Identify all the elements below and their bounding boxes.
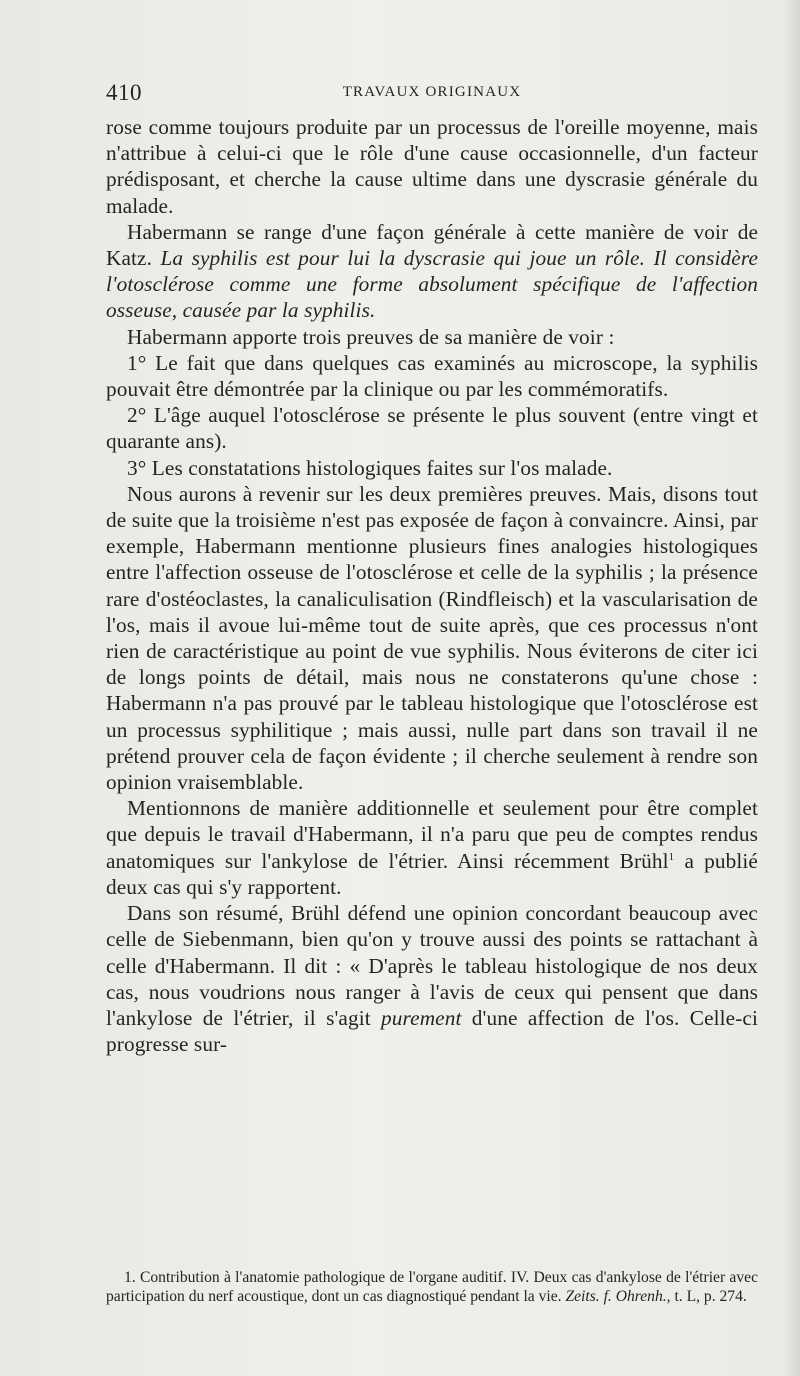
paragraph <box>106 114 758 219</box>
footnote-text: , t. L, p. 274. <box>666 1288 747 1305</box>
running-title: TRAVAUX ORIGINAUX <box>342 84 522 100</box>
footnote <box>106 1268 758 1306</box>
text-segment: a publié deux cas qui s'y rapportent. <box>106 848 758 899</box>
text-segment: rose comme toujours produite par un processus de l'oreille moyenne, mais n'attribue à celui-ci que le rôle d'une cause occasionnelle, d'un facteur prédisposant, et cherche la cause ultime dans une dyscrasie générale du malade. <box>106 115 758 218</box>
text-segment: d'une affection de l'os. Celle-ci progresse sur- <box>106 1005 758 1057</box>
text-segment: Nous aurons à revenir sur les deux premières preuves. Mais, disons tout de suite que la troisième n'est pas exposée de façon à convaincre. Ainsi, par exemple, Habermann mentionne plusieurs fines analogies histologiques entre l'affection osseuse de l'otosclérose et celle de la syphilis ; la présence rare d'ostéoclastes, la canaliculisation (Rindfleisch) et la vascularisation de l'os, mais il avoue lui-même tout de suite après, que ces processus n'ont rien de caractéristique au point de vue syphilis. Nous éviterons de citer ici de longs points de détail, mais nous ne constaterons qu'une chose : Habermann n'a pas prouvé par le tableau histologique que l'otosclérose est un processus syphilitique ; mais aussi, nulle part dans son travail il ne prétend prouver cela de façon évidente ; il cherche seulement à rendre son opinion vraisemblable. <box>106 481 758 795</box>
paragraph <box>106 900 758 1057</box>
body-text <box>106 114 758 1057</box>
paragraph <box>106 795 758 900</box>
text-segment: Habermann se range d'une façon générale à cette manière de voir de Katz. <box>106 219 758 271</box>
footnote-text: 1. Contribution à l'anatomie pathologique de l'organe auditif. IV. Deux cas d'ankylose de l'étrier avec participation du nerf acoustique, dont un cas diagnostiqué pendant la vie. <box>106 1269 758 1305</box>
paragraph <box>106 402 758 454</box>
page-edge-shadow <box>782 0 800 1376</box>
paragraph <box>106 324 758 350</box>
italic-text-segment: purement <box>381 1005 462 1030</box>
list-item-text: 2° L'âge auquel l'otosclérose se présente le plus souvent (entre vingt et quarante ans). <box>106 403 758 454</box>
footnote-reference: 1 <box>668 850 675 863</box>
text-segment: Dans son résumé, Brühl défend une opinion concordant beaucoup avec celle de Siebenmann, bien qu'on y trouve aussi des points se rattachant à celle d'Habermann. Il dit : « D'après le tableau histologique de nos deux cas, nous voudrions nous ranger à l'avis de ceux qui pensent que dans l'ankylose de l'étrier, il s'agit <box>106 901 758 1030</box>
running-head <box>106 80 758 110</box>
list-item-text: 3° Les constatations histologiques faites sur l'os malade. <box>127 455 613 480</box>
footnote-journal: Zeits. f. Ohrenh. <box>565 1288 667 1305</box>
text-segment: Habermann apporte trois preuves de sa manière de voir : <box>127 324 615 349</box>
paragraph <box>106 219 758 324</box>
paragraph <box>106 350 758 402</box>
page-number: 410 <box>106 80 142 105</box>
paragraph <box>106 481 758 795</box>
italic-text-segment: La syphilis est pour lui la dyscrasie qui joue un rôle. Il considère l'otosclérose comme une forme absolument spécifique de l'affection osseuse, causée par la syphilis. <box>106 246 758 323</box>
list-item-text: 1° Le fait que dans quelques cas examinés au microscope, la syphilis pouvait être démontrée par la clinique ou par les commémoratifs. <box>106 350 758 402</box>
paragraph <box>106 455 758 481</box>
text-segment: Mentionnons de manière additionnelle et seulement pour être complet que depuis le travail d'Habermann, il n'a paru que peu de comptes rendus anatomiques sur l'ankylose de l'étrier. Ainsi récemment Brühl <box>106 796 758 873</box>
